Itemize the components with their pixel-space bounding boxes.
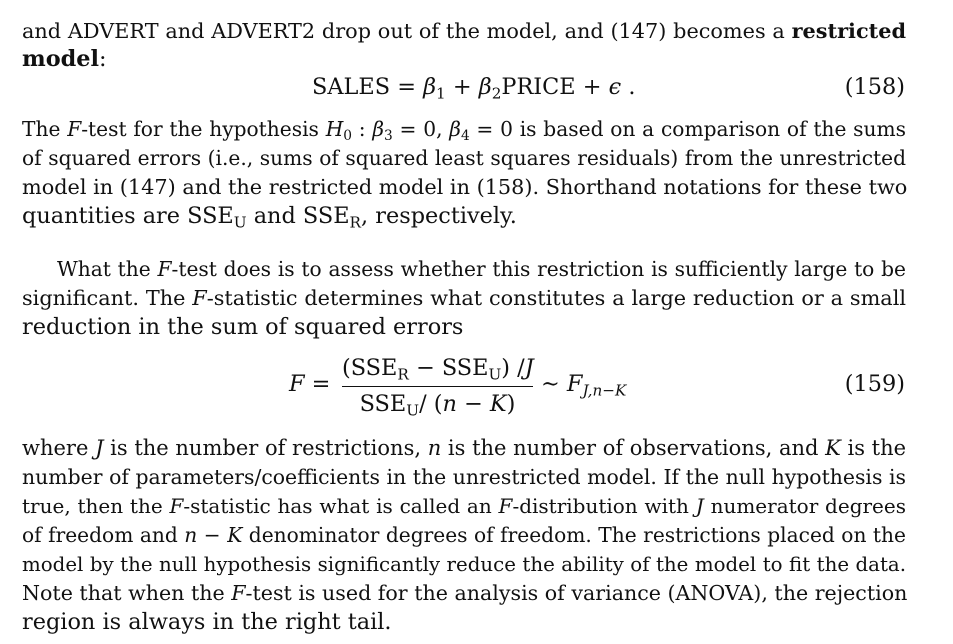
term-restricted: restricted: [791, 18, 906, 43]
equation-158-number: (158): [844, 74, 905, 100]
paragraph-2-line-4: quantities are $SSE_U$ and $SSE_R$, respectively.: [22, 203, 517, 232]
equation-159-fraction-bar: [342, 386, 533, 387]
equation-159-number: (159): [844, 371, 905, 397]
paragraph-3-line-3: reduction in the sum of squared errors: [22, 314, 464, 340]
paragraph-4-line-5: model by the null hypothesis significantly reduce the ability of the model to fit the data.: [22, 553, 906, 576]
paragraph-1-line-1: and ADVERT and ADVERT2 drop out of the model, and (147) becomes a restricted: [22, 18, 906, 43]
paragraph-1-line-2: model:: [22, 46, 107, 72]
equation-158: SALES = $\beta_1$ + $\beta_2PRICE + \epsilon$ .: [312, 74, 636, 103]
paragraph-2-line-2: of squared errors (i.e., sums of squared least squares residuals) from the unrestricted: [22, 146, 906, 170]
paragraph-4-line-1: where J is the number of restrictions, n is the number of observations, and K is the: [22, 436, 907, 460]
equation-159-lhs: F =: [289, 371, 331, 397]
equation-159-denominator: $SSE_U/$ (n − K): [359, 391, 516, 420]
paragraph-4-line-7: region is always in the right tail.: [22, 609, 392, 635]
paragraph-4-line-2: number of parameters/coefficients in the unrestricted model. If the null hypothesis is: [22, 465, 906, 489]
paragraph-2-line-1: The F-test for the hypothesis $H_0$ : $\beta_3 = 0$, $\beta_4 = 0$ is based on a comparison of the sums: [22, 117, 907, 144]
paragraph-4-line-3: true, then the F-statistic has what is called an F-distribution with J numerator degrees: [22, 494, 906, 518]
paragraph-3-line-2: significant. The F-statistic determines what constitutes a large reduction or a small: [22, 286, 906, 310]
equation-159-distribution: ∼ $F_{J,n-K}$: [541, 371, 627, 400]
term-model: model: [22, 46, 100, 72]
paragraph-4-line-4: of freedom and n − K denominator degrees of freedom. The restrictions placed on the: [22, 523, 906, 547]
equation-159-numerator: $(SSE_R - SSE_U)$ /J: [342, 355, 534, 384]
paragraph-3-line-1: What the F-test does is to assess whether this restriction is sufficiently large to be: [57, 257, 906, 281]
paragraph-4-line-6: Note that when the F-test is used for the analysis of variance (ANOVA), the rejection: [22, 581, 908, 605]
paragraph-2-line-3: model in (147) and the restricted model in (158). Shorthand notations for these two: [22, 175, 908, 199]
